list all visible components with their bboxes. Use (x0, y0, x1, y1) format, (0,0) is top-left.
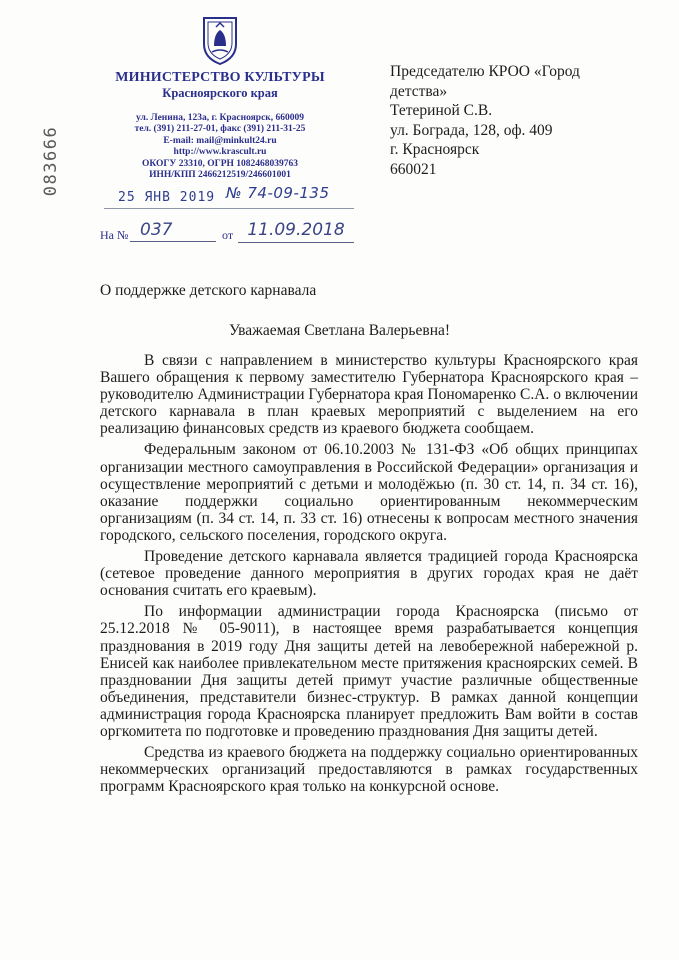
letterhead-contacts (100, 113, 340, 181)
body-paragraph: Проведение детского карнавала является традицией города Красноярска (сетевое проведение данного мероприятия в других городах края не даёт основания считать его краевым). (100, 548, 638, 600)
letter-subject: О поддержке детского карнавала (100, 282, 317, 299)
addressee-line: детства» (390, 82, 448, 100)
addressee-block (390, 62, 640, 179)
reference-date: 11.09.2018 (238, 220, 354, 243)
letterhead (100, 14, 340, 181)
registration-number-box (38, 118, 64, 204)
ministry-region: Красноярского края (162, 86, 278, 100)
ministry-name: МИНИСТЕРСТВО КУЛЬТУРЫ (115, 70, 325, 85)
letterhead-address: ул. Ленина, 123а, г. Красноярск, 660009 (135, 113, 305, 123)
outgoing-stamp (118, 184, 330, 206)
coat-of-arms-icon (200, 14, 240, 66)
body-paragraph: Федеральным законом от 06.10.2003 № 131-ФЗ «Об общих принципах организации местного самоуправления в Российской Федерации» организация и осуществление мероприятий с детьми и молодёжью (п. 30 ст. 14, п. 34 ст. 16), оказание поддержки социально ориентированным некоммерческим организациям (п. 34 ст. 14, п. 33 ст. 16) отнесены к вопросам местного значения городского, сельского поселения, городского округа. (100, 441, 638, 544)
addressee-line: Председателю КРОО «Город (390, 63, 580, 80)
stamp-date: 25 ЯНВ 2019 (118, 190, 216, 205)
stamp-number: № 74-09-135 (226, 184, 330, 202)
reference-date-label: от (222, 228, 234, 242)
letterhead-website: http://www.krascult.ru (173, 147, 267, 158)
letterhead-okogu: ОКОГУ 23310, ОГРН 1082468039763 (141, 158, 299, 169)
addressee-line: 660021 (390, 160, 437, 178)
letter-body (100, 352, 638, 795)
addressee-line: ул. Бограда, 128, оф. 409 (390, 121, 553, 139)
body-paragraph: В связи с направлением в министерство культуры Красноярского края Вашего обращения к первому заместителю Губернатора Красноярского края – руководителю Администрации Губернатора края Пономаренко С.А. о включении детского карнавала в план краевых мероприятий с выделением на его реализацию финансовых средств из краевого бюджета сообщаем. (100, 352, 638, 438)
letter-greeting: Уважаемая Светлана Валерьевна! (228, 322, 451, 339)
registration-number: 083666 (41, 125, 61, 197)
addressee-line: г. Красноярск (390, 141, 480, 158)
reference-number-label: На № (100, 228, 129, 242)
stamp-underline (104, 208, 354, 209)
letterhead-phone: тел. (391) 211-27-01, факс (391) 211-31-25 (134, 124, 306, 135)
body-paragraph: По информации администрации города Красноярска (письмо от 25.12.2018 № 05-9011), в настоящее время разрабатывается концепция празднования в 2019 году Дня защиты детей на левобережной набережной р. Енисей как наиболее привлекательном месте притяжения красноярских семей. В праздновании Дня защиты детей примут участие различные общественные объединения, представители бизнес-структур. В рамках данной концепции администрация города Красноярска планирует предложить Вам войти в состав оргкомитета по подготовке и проведению празднования Дня защиты детей. (100, 603, 638, 740)
letterhead-email: E-mail: mail@minkult24.ru (163, 135, 277, 146)
letterhead-inn: ИНН/КПП 2466212519/246601001 (149, 170, 291, 181)
addressee-line: Тетериной С.В. (390, 102, 493, 119)
reference-number: 037 (130, 220, 216, 242)
body-paragraph: Средства из краевого бюджета на поддержку социально ориентированных некоммерческих организаций предоставляются в рамках государственных программ Красноярского края только на конкурсной основе. (100, 744, 638, 796)
